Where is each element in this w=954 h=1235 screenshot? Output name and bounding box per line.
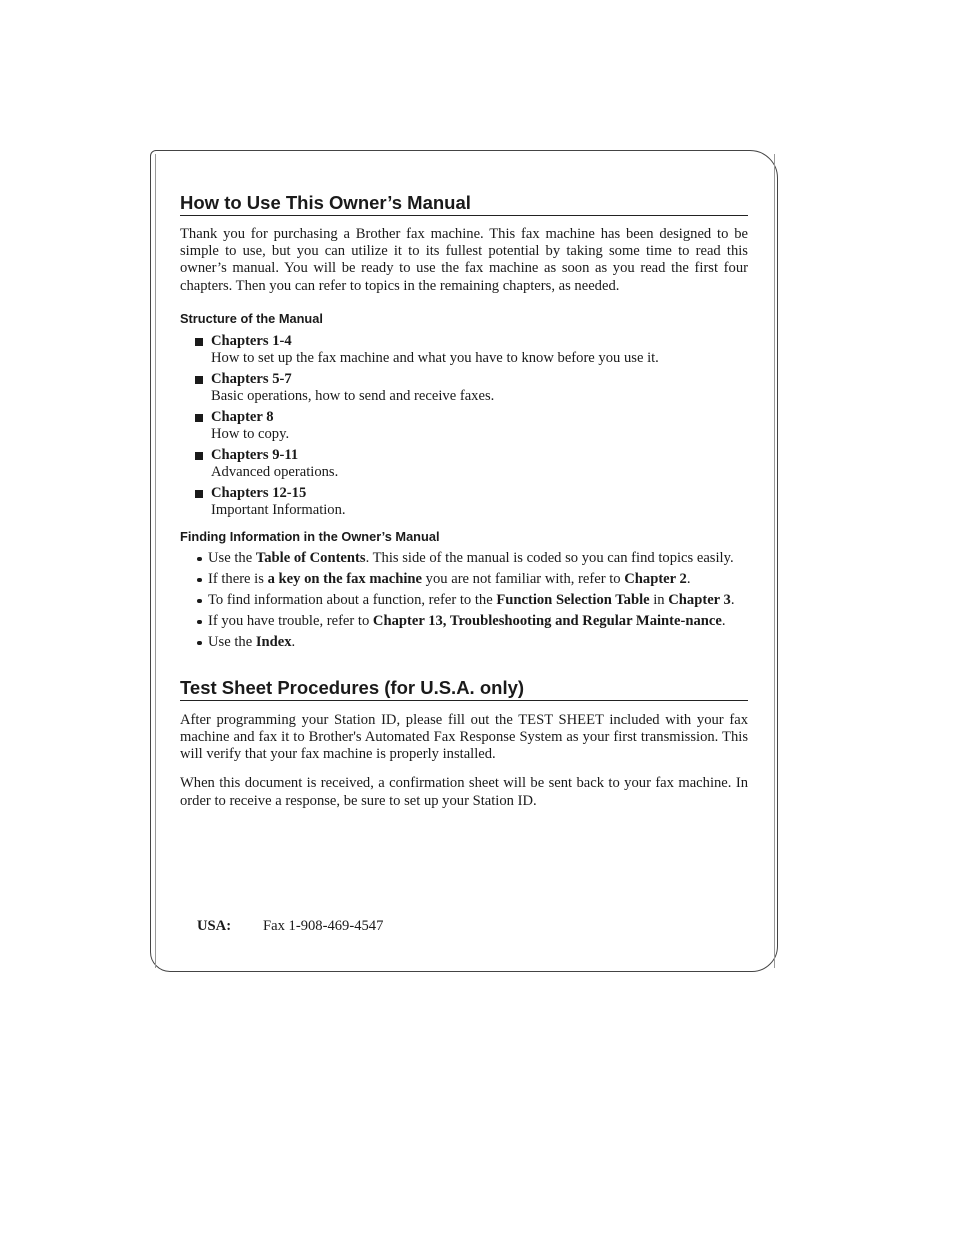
chapter-description: How to set up the fax machine and what you have to know before you use it. — [211, 349, 659, 366]
chapter-description: Basic operations, how to send and receive faxes. — [211, 387, 495, 404]
bullet-dot-icon — [197, 641, 202, 646]
chapter-title: Chapters 5-7 — [211, 370, 292, 387]
section-title-test-sheet: Test Sheet Procedures (for U.S.A. only) — [180, 677, 748, 701]
chapter-item — [180, 333, 748, 367]
chapter-title: Chapter 8 — [211, 408, 274, 425]
intro-paragraph: Thank you for purchasing a Brother fax machine. This fax machine has been designed to be simple to use, but you can utilize it to its fullest potential by taking some time to read this owner’s manual. You will be ready to use the fax machine as soon as you read the first four chapters. Then you can refer to topics in the remaining chapters, as needed. — [180, 226, 748, 294]
list-item: Use the Table of Contents. This side of the manual is coded so you can find topics easily. — [180, 549, 748, 567]
chapter-description: How to copy. — [211, 425, 290, 442]
chapter-title: Chapters 1-4 — [211, 332, 292, 349]
chapter-item — [180, 371, 748, 405]
contact-fax-number: Fax 1-908-469-4547 — [263, 918, 384, 934]
section-title-how-to-use: How to Use This Owner’s Manual — [180, 192, 748, 216]
chapter-item — [180, 485, 748, 519]
finding-list — [180, 549, 748, 651]
bullet-dot-icon — [197, 578, 202, 583]
chapter-description: Advanced operations. — [211, 463, 339, 480]
fax-contact — [197, 918, 383, 935]
test-sheet-paragraph-2: When this document is received, a confirmation sheet will be sent back to your fax machine. In order to receive a response, be sure to set up your Station ID. — [180, 775, 748, 809]
list-item: If you have trouble, refer to Chapter 13, Troubleshooting and Regular Mainte-nance. — [180, 612, 748, 630]
bullet-dot-icon — [197, 620, 202, 625]
test-sheet-paragraph-1: After programming your Station ID, please fill out the TEST SHEET included with your fax machine and fax it to Brother's Automated Fax Response System as your first transmission. This will verify that your fax machine is properly installed. — [180, 711, 748, 763]
chapter-title: Chapters 12-15 — [211, 484, 307, 501]
bullet-square-icon — [195, 376, 203, 384]
chapter-item — [180, 409, 748, 443]
bullet-dot-icon — [197, 599, 202, 604]
bullet-square-icon — [195, 490, 203, 498]
bullet-dot-icon — [197, 557, 202, 562]
chapter-list — [180, 333, 748, 519]
bullet-square-icon — [195, 338, 203, 346]
manual-content — [180, 192, 748, 810]
bullet-square-icon — [195, 452, 203, 460]
contact-label: USA: — [197, 918, 232, 934]
list-item: If there is a key on the fax machine you are not familiar with, refer to Chapter 2. — [180, 570, 748, 588]
chapter-title: Chapters 9-11 — [211, 446, 299, 463]
structure-heading: Structure of the Manual — [180, 310, 323, 326]
chapter-item — [180, 447, 748, 481]
bullet-square-icon — [195, 414, 203, 422]
list-item: Use the Index. — [180, 633, 748, 651]
list-item: To find information about a function, refer to the Function Selection Table in Chapter 3. — [180, 591, 748, 609]
finding-heading: Finding Information in the Owner’s Manual — [180, 528, 440, 544]
chapter-description: Important Information. — [211, 501, 346, 518]
